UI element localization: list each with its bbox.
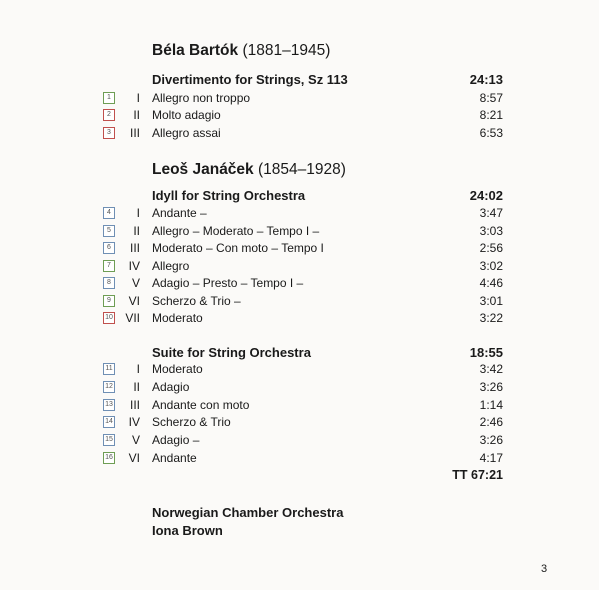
movement-title: Andante [152,451,197,465]
track-row [0,276,599,294]
track-number-box: 7 [103,260,115,272]
movement-title: Allegro assai [152,126,221,140]
movement-number: I [136,206,140,220]
track-number-box: 2 [103,109,115,121]
track-row [0,241,599,259]
track-row [0,108,599,126]
track-number-box: 16 [103,452,115,464]
track-number-box: 13 [103,399,115,411]
movement-duration: 3:26 [479,380,503,394]
movement-title: Scherzo & Trio [152,415,231,429]
track-row [0,362,599,380]
movement-duration: 3:26 [479,433,503,447]
track-number-box: 15 [103,434,115,446]
track-number-box: 11 [103,363,115,375]
track-number-box: 6 [103,242,115,254]
work-duration: 18:55 [469,345,503,360]
movement-number: II [133,380,140,394]
work-title: Divertimento for Strings, Sz 113 [152,72,348,87]
movement-title: Molto adagio [152,108,221,122]
movement-title: Adagio – Presto – Tempo I – [152,276,304,290]
composer-name: Béla Bartók [152,42,239,59]
track-row [0,126,599,144]
movement-title: Allegro non troppo [152,91,251,105]
track-row [0,311,599,329]
performer-conductor: Iona Brown [152,523,223,538]
track-row [0,206,599,224]
movement-title: Andante con moto [152,398,250,412]
movement-title: Adagio – [152,433,200,447]
work-heading [0,188,599,206]
track-row [0,433,599,451]
work-title: Suite for String Orchestra [152,345,311,360]
movement-number: III [129,398,140,412]
track-row [0,224,599,242]
movement-duration: 4:46 [479,276,503,290]
movement-title: Adagio [152,380,190,394]
movement-duration: 2:46 [479,415,503,429]
movement-title: Scherzo & Trio – [152,294,241,308]
movement-title: Moderato [152,362,203,376]
composer-heading [152,42,330,60]
track-number-box: 4 [103,207,115,219]
composer-dates: (1854–1928) [258,161,346,178]
movement-duration: 3:22 [479,311,503,325]
movement-duration: 8:21 [479,108,503,122]
work-duration: 24:13 [469,72,503,87]
track-row [0,451,599,469]
track-row [0,259,599,277]
track-row [0,380,599,398]
track-number-box: 12 [103,381,115,393]
composer-name: Leoš Janáček [152,161,254,178]
movement-number: IV [128,415,140,429]
movement-number: VII [125,311,140,325]
track-number-box: 1 [103,92,115,104]
movement-number: V [131,276,140,290]
work-duration: 24:02 [469,188,503,203]
performer-orchestra: Norwegian Chamber Orchestra [152,505,344,520]
page-number: 3 [541,563,548,575]
track-row [0,294,599,312]
movement-number: II [133,224,140,238]
track-row [0,398,599,416]
movement-number: VI [128,294,140,308]
movement-number: I [136,362,140,376]
track-number-box: 3 [103,127,115,139]
movement-duration: 3:42 [479,362,503,376]
movement-duration: 1:14 [479,398,503,412]
composer-heading [152,161,346,179]
movement-number: II [133,108,140,122]
movement-duration: 3:03 [479,224,503,238]
track-row [0,91,599,109]
movement-title: Allegro – Moderato – Tempo I – [152,224,320,238]
work-heading [0,72,599,90]
track-number-box: 5 [103,225,115,237]
movement-number: VI [128,451,140,465]
track-number-box: 8 [103,277,115,289]
composer-dates: (1881–1945) [242,42,331,59]
track-number-box: 9 [103,295,115,307]
movement-title: Andante – [152,206,207,220]
work-title: Idyll for String Orchestra [152,188,306,203]
movement-duration: 2:56 [479,241,503,255]
movement-number: IV [128,259,140,273]
movement-duration: 8:57 [479,91,503,105]
track-row [0,415,599,433]
movement-number: III [129,126,140,140]
movement-number: V [131,433,140,447]
movement-duration: 3:02 [479,259,503,273]
movement-number: III [129,241,140,255]
track-number-box: 10 [103,312,115,324]
movement-duration: 6:53 [479,126,503,140]
movement-title: Moderato [152,311,203,325]
track-number-box: 14 [103,416,115,428]
movement-title: Moderato – Con moto – Tempo I [152,241,324,255]
movement-number: I [136,91,140,105]
movement-duration: 3:47 [479,206,503,220]
movement-duration: 3:01 [479,294,503,308]
total-time: TT 67:21 [452,468,503,482]
movement-duration: 4:17 [479,451,503,465]
work-heading [0,345,599,363]
movement-title: Allegro [152,259,190,273]
